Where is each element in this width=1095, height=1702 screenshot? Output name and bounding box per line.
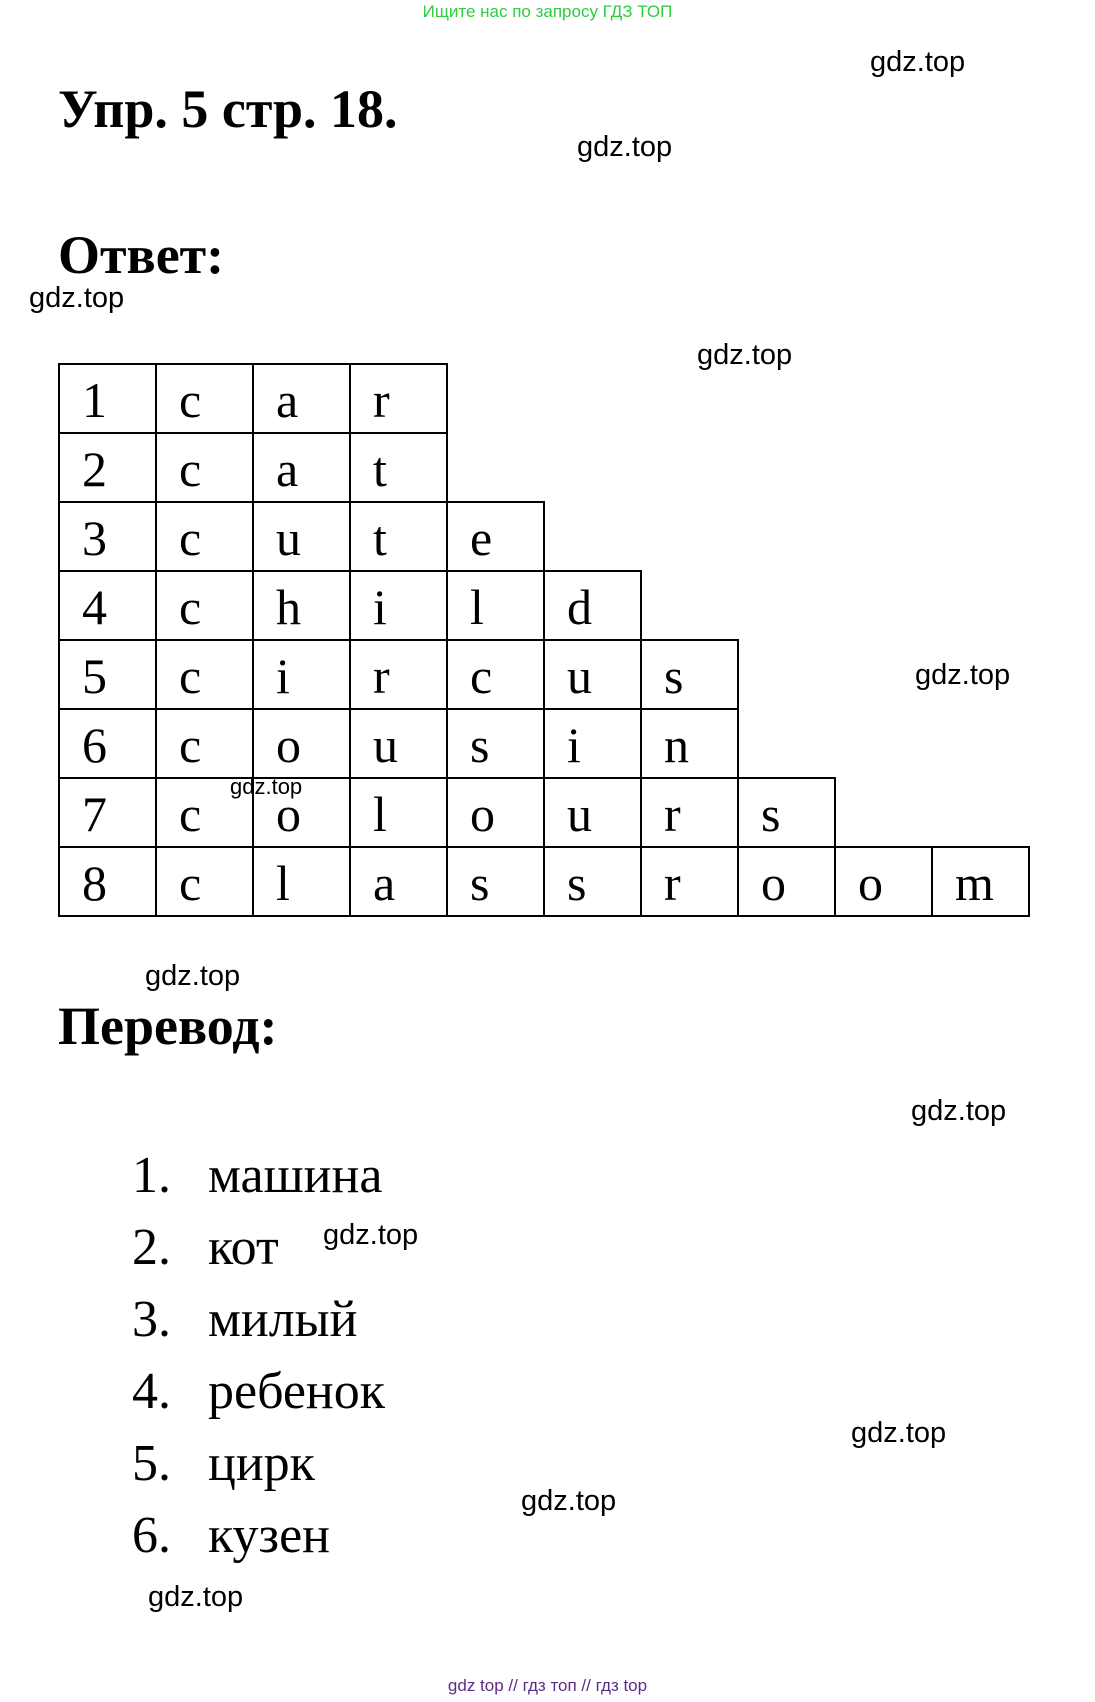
translation-number: 4. [132,1363,171,1420]
grid-letter-cell: u [349,708,448,779]
translation-number: 1. [132,1147,171,1204]
grid-letter-cell: a [252,363,351,434]
grid-letter-cell: u [543,777,642,848]
grid-letter-cell: s [446,846,545,917]
translation-item [132,1212,279,1284]
grid-letter-cell: n [640,708,739,779]
grid-letter-cell: r [640,777,739,848]
grid-letter-cell: o [834,846,933,917]
grid-letter-cell: u [543,639,642,710]
grid-letter-cell: i [252,639,351,710]
translation-word: машина [208,1147,383,1204]
watermark: gdz.top [697,339,793,371]
grid-row-number: 3 [58,501,157,572]
grid-letter-cell: c [155,708,254,779]
translation-number: 3. [132,1291,171,1348]
translation-number: 2. [132,1219,171,1276]
translation-word: кузен [208,1507,330,1564]
grid-letter-cell: c [155,846,254,917]
grid-letter-cell: c [155,432,254,503]
watermark: gdz.top [29,282,125,314]
grid-letter-cell: s [640,639,739,710]
watermark: gdz.top [870,46,966,78]
watermark: gdz.top [323,1219,419,1251]
grid-row-number: 4 [58,570,157,641]
grid-letter-cell: s [543,846,642,917]
translation-number: 5. [132,1435,171,1492]
grid-letter-cell: a [252,432,351,503]
watermark: gdz.top [915,659,1011,691]
grid-row-number: 2 [58,432,157,503]
grid-letter-cell: o [737,846,836,917]
grid-row-number: 7 [58,777,157,848]
grid-letter-cell: c [155,777,254,848]
grid-letter-cell: a [349,846,448,917]
grid-letter-cell: t [349,432,448,503]
grid-letter-cell: e [446,501,545,572]
translation-word: милый [208,1291,358,1348]
grid-letter-cell: r [349,639,448,710]
grid-letter-cell: i [349,570,448,641]
crossword-grid [58,363,1034,925]
translation-heading: Перевод: [58,996,278,1056]
watermark: gdz.top [577,131,673,163]
grid-letter-cell: h [252,570,351,641]
grid-letter-cell: d [543,570,642,641]
grid-letter-cell: u [252,501,351,572]
watermark: gdz.top [851,1417,947,1449]
translation-item [132,1140,382,1212]
grid-letter-cell: r [349,363,448,434]
search-banner: Ищите нас по запросу ГДЗ ТОП [422,2,673,21]
grid-letter-cell: o [252,777,351,848]
grid-letter-cell: s [446,708,545,779]
footer-links: gdz top // гдз топ // гдз top [447,1676,648,1695]
watermark: gdz.top [521,1485,617,1517]
translation-item [132,1284,357,1356]
watermark: gdz.top [911,1095,1007,1127]
watermark: gdz.top [148,1581,244,1613]
grid-letter-cell: o [252,708,351,779]
grid-letter-cell: i [543,708,642,779]
page-title: Упр. 5 стр. 18. [58,79,398,139]
translation-word: цирк [208,1435,315,1492]
grid-letter-cell: c [155,639,254,710]
translation-item [132,1356,385,1428]
grid-letter-cell: s [737,777,836,848]
translation-word: ребенок [208,1363,386,1420]
grid-letter-cell: l [446,570,545,641]
grid-row-number: 1 [58,363,157,434]
grid-letter-cell: l [252,846,351,917]
grid-letter-cell: c [155,501,254,572]
grid-letter-cell: l [349,777,448,848]
translation-item [132,1428,315,1500]
grid-letter-cell: t [349,501,448,572]
grid-row-number: 8 [58,846,157,917]
grid-letter-cell: c [446,639,545,710]
answer-heading: Ответ: [58,225,225,285]
grid-letter-cell: m [931,846,1030,917]
grid-row-number: 6 [58,708,157,779]
grid-letter-cell: c [155,570,254,641]
grid-letter-cell: o [446,777,545,848]
watermark: gdz.top [145,960,241,992]
translation-word: кот [208,1219,279,1276]
translation-item [132,1500,330,1572]
watermark: gdz.top [230,774,303,799]
translation-number: 6. [132,1507,171,1564]
grid-letter-cell: c [155,363,254,434]
grid-row-number: 5 [58,639,157,710]
grid-letter-cell: r [640,846,739,917]
